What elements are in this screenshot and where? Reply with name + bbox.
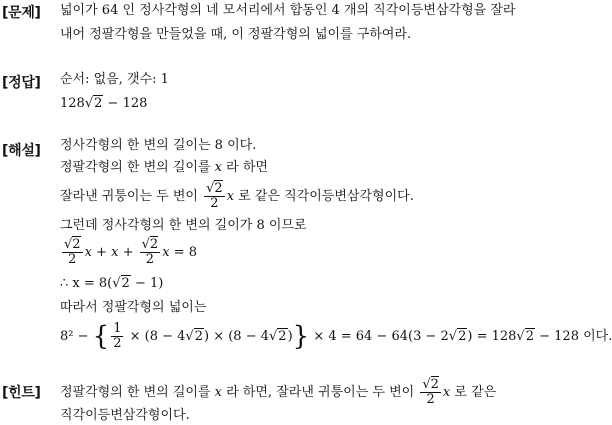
problem-line-2: 내어 정팔각형을 만들었을 때, 이 정팔각형의 넓이를 구하여라.: [60, 27, 412, 42]
solution-line-4: 그런데 정사각형의 한 변의 길이가 8 이므로: [60, 218, 307, 233]
solution-line-7: 따라서 정팔각형의 넓이는: [60, 300, 207, 315]
sqrt-symbol: √2: [84, 96, 103, 111]
answer-value: 128√2 − 128: [60, 96, 148, 111]
hint-line-1: 정팔각형의 한 변의 길이를 x 라 하면, 잘라낸 귀퉁이는 두 변이 $\frac{√2}{2}$ x 로 같은: [60, 377, 497, 407]
solution-line-2: 정팔각형의 한 변의 길이를 x 라 하면: [60, 160, 268, 175]
hint-line-2: 직각이등변삼각형이다.: [60, 408, 190, 423]
hint-label: [힌트]: [2, 385, 41, 401]
solution-line-3: 잘라낸 귀퉁이는 두 변이 $\frac{√2}{2}$ x 로 같은 직각이등변삼각형이다.: [60, 181, 414, 211]
problem-label: [문제]: [2, 5, 41, 21]
answer-label: [정답]: [2, 75, 41, 91]
solution-therefore: ∴ x = 8(√2 − 1): [60, 276, 164, 291]
fraction-root2-over-2: $\frac{√2}{2}$: [206, 181, 223, 211]
solution-line-1: 정사각형의 한 변의 길이는 8 이다.: [60, 138, 257, 153]
solution-equation-1: $\frac{√2}{2}$ x + x + $\frac{√2}{2}$ x = 8: [64, 237, 197, 267]
answer-order-count: 순서: 없음, 갯수: 1: [60, 72, 169, 87]
solution-label: [해설]: [2, 143, 41, 159]
solution-equation-2: 8² − { $\frac{1}{2}$ × (8 − 4√2) × (8 − 4√2)} × 4 = 64 − 64(3 − 2√2) = 128√2 − 128 이다.: [60, 321, 612, 352]
problem-line-1: 넓이가 64 인 정사각형의 네 모서리에서 합동인 4 개의 직각이등변삼각형을 잘라: [60, 3, 516, 18]
